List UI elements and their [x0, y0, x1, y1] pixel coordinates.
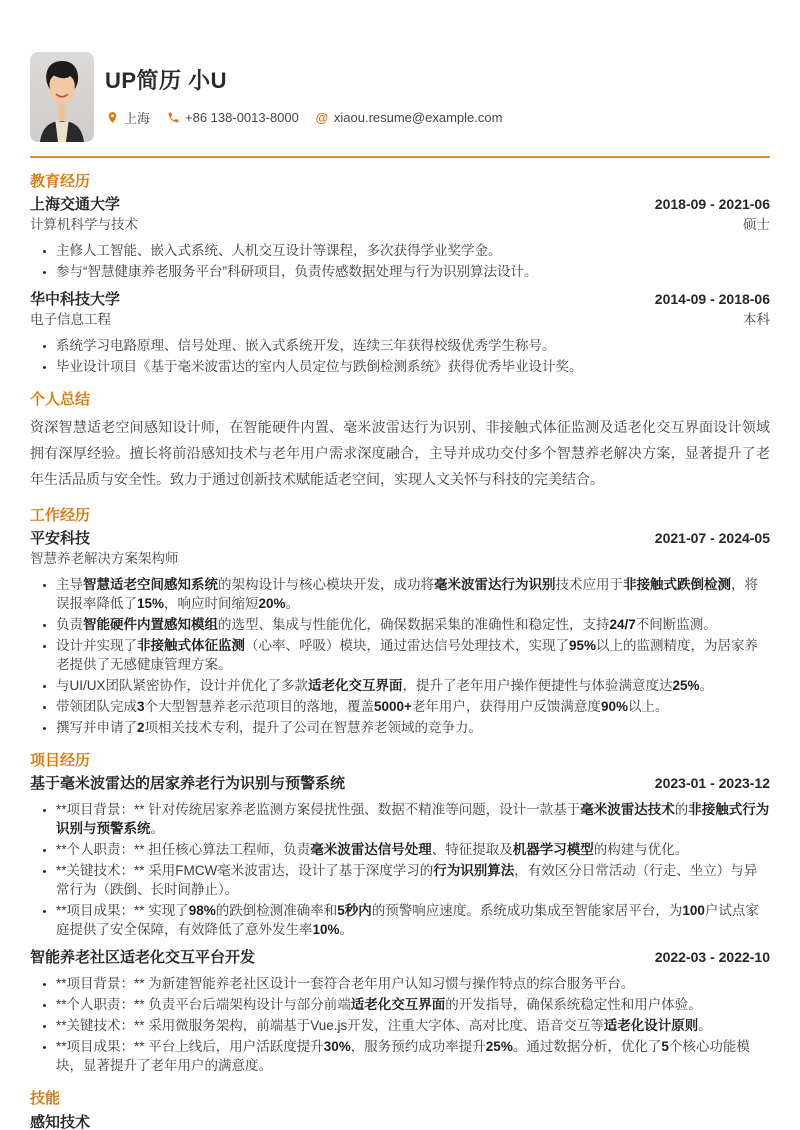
profile-photo [30, 52, 94, 142]
section-title-projects: 项目经历 [30, 752, 91, 769]
bullet-item: • 主导智慧适老空间感知系统的架构设计与核心模块开发，成功将毫米波雷达行为识别技术应用于非接触式跌倒检测，将误报率降低了15%，响应时间缩短20%。 [56, 575, 770, 613]
education-entry [30, 195, 770, 281]
project-name: 智能养老社区适老化交互平台开发 [30, 949, 256, 966]
section-title-work: 工作经历 [30, 507, 91, 524]
project-bullets [30, 974, 770, 1075]
education-bullets [30, 336, 770, 376]
section-title-education: 教育经历 [30, 173, 91, 190]
phone-icon [166, 111, 180, 125]
project-date: 2023-01 - 2023-12 [654, 775, 770, 791]
email-text: xiaou.resume@example.com [333, 110, 503, 125]
phone-text: +86 138-0013-8000 [185, 110, 299, 125]
contact-location [105, 108, 150, 127]
section-title-skills: 技能 [30, 1090, 61, 1107]
bullet-item: • **项目背景：** 为新建智能养老社区设计一套符合老年用户认知习惯与操作特点的综合服务平台。 [56, 974, 770, 993]
major: 电子信息工程 [30, 312, 111, 327]
work-entry [30, 529, 770, 737]
bullet-item: • 主修人工智能、嵌入式系统、人机交互设计等课程，多次获得学业奖学金。 [56, 241, 770, 260]
project-name: 基于毫米波雷达的居家养老行为识别与预警系统 [30, 775, 346, 792]
bullet-item: • 负责智能硬件内置感知模组的选型、集成与性能优化，确保数据采集的准确性和稳定性，支持24/7不间断监测。 [56, 615, 770, 634]
bullet-item: • 系统学习电路原理、信号处理、嵌入式系统开发，连续三年获得校级优秀学生称号。 [56, 336, 770, 355]
bullet-item: • **个人职责：** 负责平台后端架构设计与部分前端适老化交互界面的开发指导，确保系统稳定性和用户体验。 [56, 995, 770, 1014]
bullet-item: • 撰写并申请了2项相关技术专利，提升了公司在智慧养老领域的竞争力。 [56, 718, 770, 737]
education-entry [30, 290, 770, 376]
resume-header [30, 0, 770, 142]
section-work [30, 505, 770, 737]
major: 计算机科学与技术 [30, 217, 138, 232]
contact-email [315, 110, 503, 125]
header-divider [30, 156, 770, 158]
education-date: 2014-09 - 2018-06 [654, 291, 770, 307]
education-date: 2018-09 - 2021-06 [654, 196, 770, 212]
bullet-item: • 毕业设计项目《基于毫米波雷达的室内人员定位与跌倒检测系统》获得优秀毕业设计奖。 [56, 357, 770, 376]
section-title-summary: 个人总结 [30, 391, 91, 408]
project-bullets [30, 800, 770, 939]
school-name: 华中科技大学 [30, 291, 121, 308]
company-name: 平安科技 [30, 530, 91, 547]
bullet-item: • 设计并实现了非接触式体征监测（心率、呼吸）模块，通过雷达信号处理技术，实现了95%以上的监测精度，为居家养老提供了无感健康管理方案。 [56, 636, 770, 674]
header-info [94, 52, 518, 142]
skill-name: 感知技术 [30, 1114, 91, 1130]
school-name: 上海交通大学 [30, 196, 121, 213]
project-entry [30, 948, 770, 1075]
bullet-item: • **项目背景：** 针对传统居家养老监测方案侵扰性强、数据不精准等问题，设计一款基于毫米波雷达技术的非接触式行为识别与预警系统。 [56, 800, 770, 838]
contact-phone [166, 110, 299, 125]
work-date: 2021-07 - 2024-05 [654, 530, 770, 546]
bullet-item: • 与UI/UX团队紧密协作，设计并优化了多款适老化交互界面，提升了老年用户操作便捷性与体验满意度达25%。 [56, 676, 770, 695]
section-education [30, 171, 770, 376]
bullet-item: • 参与“智慧健康养老服务平台”科研项目，负责传感数据处理与行为识别算法设计。 [56, 262, 770, 281]
map-pin-icon [105, 111, 119, 125]
degree: 硕士 [743, 217, 770, 232]
bullet-item: • **项目成果：** 实现了98%的跌倒检测准确率和5秒内的预警响应速度。系统成功集成至智能家居平台，为100户试点家庭提供了安全保障，有效降低了意外发生率10%。 [56, 901, 770, 939]
section-skills [30, 1088, 770, 1130]
degree: 本科 [743, 312, 770, 327]
bullet-item: • **项目成果：** 平台上线后，用户活跃度提升30%，服务预约成功率提升25%。通过数据分析，优化了5个核心功能模块，显著提升了老年用户的满意度。 [56, 1037, 770, 1075]
summary-text: 资深智慧适老空间感知设计师，在智能硬件内置、毫米波雷达行为识别、非接触式体征监测及适老化交互界面设计领域拥有深厚经验。擅长将前沿感知技术与老年用户需求深度融合，主导并成功交付多个智慧养老解决方案，显著提升了老年生活品质与安全性。致力于通过创新技术赋能适老空间，实现人文关怀与科技的完美结合。 [30, 419, 770, 487]
project-entry [30, 774, 770, 939]
contact-row [105, 108, 518, 127]
at-icon: @ [315, 110, 329, 125]
job-title: 智慧养老解决方案架构师 [30, 551, 179, 566]
location-text: 上海 [124, 111, 151, 126]
section-projects [30, 750, 770, 1075]
project-date: 2022-03 - 2022-10 [654, 949, 770, 965]
section-summary [30, 389, 770, 492]
work-bullets [30, 575, 770, 737]
bullet-item: • **关键技术：** 采用微服务架构，前端基于Vue.js开发，注重大字体、高对比度、语音交互等适老化设计原则。 [56, 1016, 770, 1035]
bullet-item: • **个人职责：** 担任核心算法工程师，负责毫米波雷达信号处理、特征提取及机器学习模型的构建与优化。 [56, 840, 770, 859]
education-bullets [30, 241, 770, 281]
profile-photo-illustration [30, 52, 94, 142]
bullet-item: • **关键技术：** 采用FMCW毫米波雷达，设计了基于深度学习的行为识别算法，有效区分日常活动（行走、坐立）与异常行为（跌倒、长时间静止）。 [56, 861, 770, 899]
bullet-item: • 带领团队完成3个大型智慧养老示范项目的落地，覆盖5000+老年用户，获得用户反馈满意度90%以上。 [56, 697, 770, 716]
candidate-name: UP简历 小U [105, 68, 228, 93]
